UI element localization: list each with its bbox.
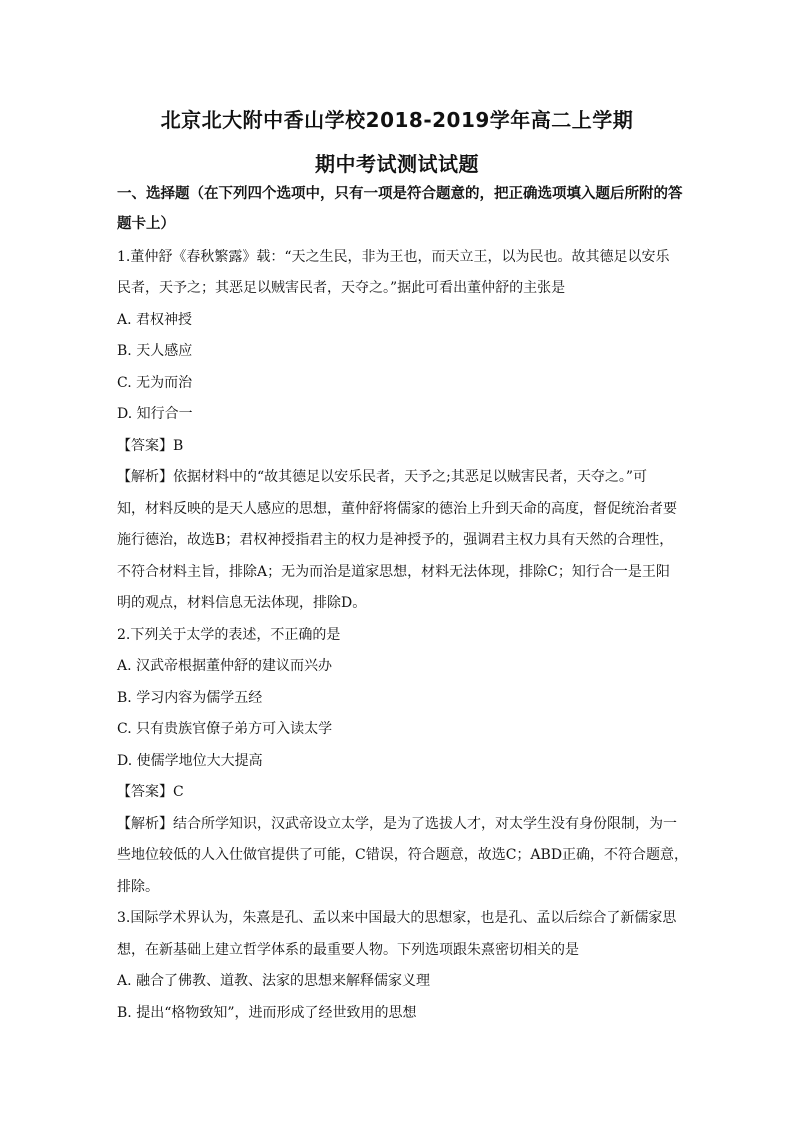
q1-answer: 【答案】B <box>117 438 184 454</box>
page-subtitle: 期中考试测试试题 <box>315 152 479 176</box>
q1-option-a: A. 君权神授 <box>117 312 193 328</box>
q2-option-d: D. 使儒学地位大大提高 <box>117 753 263 769</box>
q3-option-a: A. 融合了佛教、道教、法家的思想来解释儒家义理 <box>117 973 431 989</box>
q3-option-b: B. 提出“格物致知”，进而形成了经世致用的思想 <box>117 1005 417 1021</box>
section-heading-cont: 题卡上） <box>117 216 175 232</box>
q1-stem-cont: 民者，天予之；其恶足以贼害民者，天夺之。”据此可看出董仲舒的主张是 <box>117 280 566 296</box>
q3-stem-cont: 想，在新基础上建立哲学体系的最重要人物。下列选项跟朱熹密切相关的是 <box>117 942 579 958</box>
q1-option-b: B. 天人感应 <box>117 343 193 359</box>
q2-stem: 2.下列关于太学的表述，不正确的是 <box>117 627 341 643</box>
section-heading: 一、选择题（在下列四个选项中，只有一项是符合题意的，把正确选项填入题后所附的答 <box>117 186 683 202</box>
q1-option-c: C. 无为而治 <box>117 375 193 391</box>
q1-analysis-line: 施行德治，故选B；君权神授指君主的权力是神授予的，强调君主权力具有天然的合理性， <box>117 532 674 548</box>
q2-analysis-line: 些地位较低的人入仕做官提供了可能，C错误，符合题意，故选C；ABD正确，不符合题意， <box>117 847 689 863</box>
q3-stem: 3.国际学术界认为，朱熹是孔、孟以来中国最大的思想家，也是孔、孟以后综合了新儒家思 <box>117 910 677 926</box>
q2-answer: 【答案】C <box>117 784 184 800</box>
q1-stem: 1.董仲舒《春秋繁露》载：“天之生民，非为王也，而天立王，以为民也。故其德足以安乐 <box>117 249 670 265</box>
q2-option-c: C. 只有贵族官僚子弟方可入读太学 <box>117 721 333 737</box>
q2-analysis-line: 排除。 <box>117 879 159 895</box>
q1-option-d: D. 知行合一 <box>117 406 193 422</box>
q1-analysis-line: 不符合材料主旨，排除A；无为而治是道家思想，材料无法体现，排除C；知行合一是王阳 <box>117 564 670 580</box>
q2-option-b: B. 学习内容为儒学五经 <box>117 690 263 706</box>
q1-analysis-line: 【解析】依据材料中的“故其德足以安乐民者，天予之;其恶足以贼害民者，天夺之。”可 <box>117 469 648 485</box>
q2-option-a: A. 汉武帝根据董仲舒的建议而兴办 <box>117 658 333 674</box>
q2-analysis-line: 【解析】结合所学知识，汉武帝设立太学，是为了选拔人才，对太学生没有身份限制，为一 <box>117 816 677 832</box>
page-title: 北京北大附中香山学校2018-2019学年高二上学期 <box>160 108 634 132</box>
q1-analysis-line: 明的观点，材料信息无法体现，排除D。 <box>117 595 367 611</box>
q1-analysis-line: 知，材料反映的是天人感应的思想，董仲舒将儒家的德治上升到天命的高度，督促统治者要 <box>117 501 677 517</box>
